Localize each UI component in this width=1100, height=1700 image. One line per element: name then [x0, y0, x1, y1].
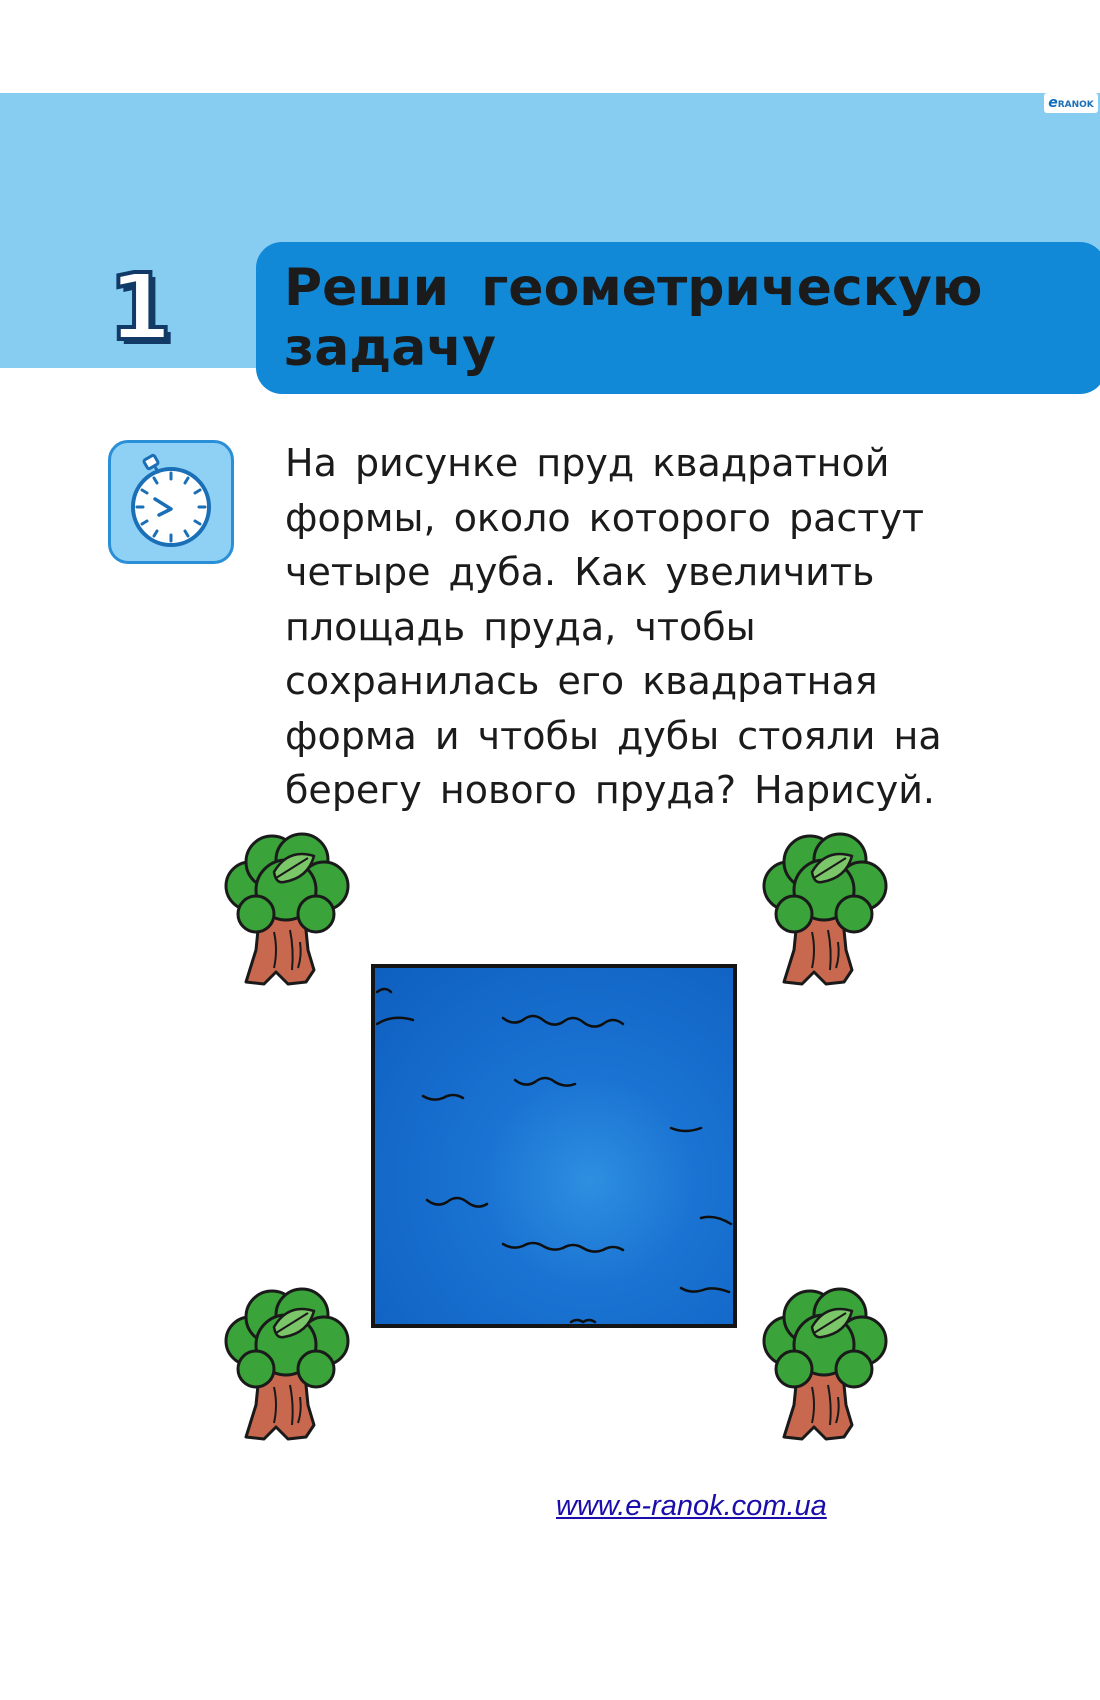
task-number: 1	[108, 254, 173, 361]
oak-tree-icon	[754, 1287, 894, 1447]
oak-tree-icon	[216, 1287, 356, 1447]
problem-text: На рисунке пруд квадратной формы, около которого растут четыре дуба. Как увеличить площадь пруда, чтобы сохранилась его квадратная форма и чтобы дубы стояли на берегу нового пруда? Нарисуй.	[285, 441, 942, 812]
page-title: Реши геометрическую задачу	[284, 258, 983, 378]
oak-tree-icon	[216, 832, 356, 992]
oak-tree-icon	[754, 832, 894, 992]
publisher-logo	[1044, 93, 1098, 113]
logo-e-icon: e	[1048, 95, 1058, 111]
square-pond	[371, 964, 737, 1328]
logo-text: RANOK	[1057, 100, 1094, 110]
stopwatch-icon	[108, 440, 234, 564]
website-link[interactable]: www.e-ranok.com.ua	[556, 1490, 827, 1522]
